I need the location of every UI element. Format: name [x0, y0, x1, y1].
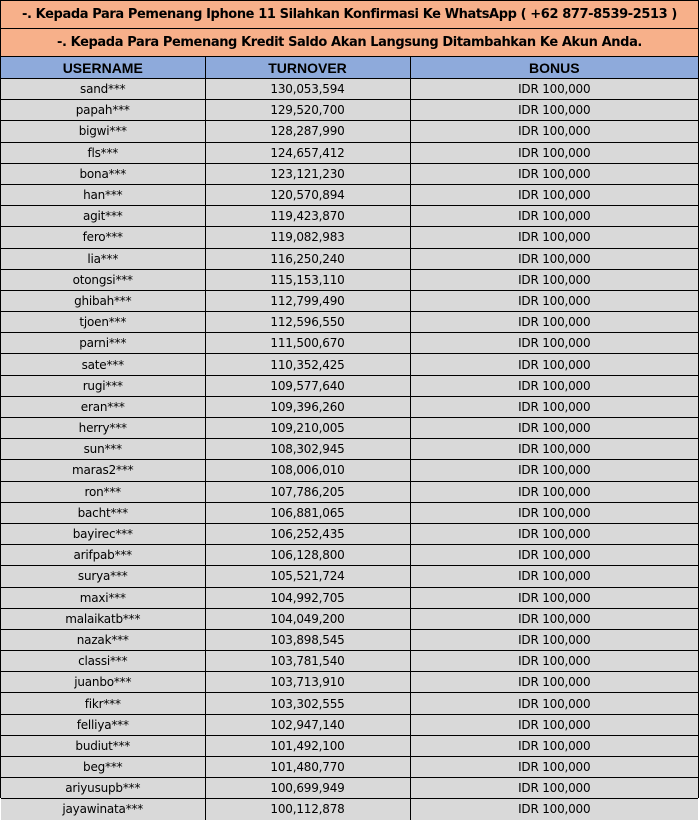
- notice-whatsapp-confirmation: -. Kepada Para Pemenang Iphone 11 Silahkan Konfirmasi Ke WhatsApp ( +62 877-8539-2513 ): [1, 1, 698, 29]
- turnover-cell: 105,521,724: [205, 566, 410, 587]
- table-row: [1, 502, 698, 523]
- table-row: [1, 714, 698, 735]
- bonus-cell: IDR 100,000: [410, 354, 698, 375]
- bonus-cell: IDR 100,000: [410, 312, 698, 333]
- bonus-cell: IDR 100,000: [410, 672, 698, 693]
- table-row: [1, 757, 698, 778]
- username-cell: bayirec***: [1, 523, 205, 544]
- bonus-cell: IDR 100,000: [410, 523, 698, 544]
- turnover-cell: 106,128,800: [205, 545, 410, 566]
- bonus-cell: IDR 100,000: [410, 566, 698, 587]
- bonus-cell: IDR 100,000: [410, 396, 698, 417]
- username-cell: classi***: [1, 651, 205, 672]
- turnover-cell: 111,500,670: [205, 333, 410, 354]
- turnover-cell: 112,799,490: [205, 290, 410, 311]
- turnover-cell: 124,657,412: [205, 142, 410, 163]
- table-row: [1, 799, 698, 820]
- turnover-cell: 115,153,110: [205, 269, 410, 290]
- username-cell: malaikatb***: [1, 608, 205, 629]
- turnover-cell: 103,713,910: [205, 672, 410, 693]
- bonus-cell: IDR 100,000: [410, 629, 698, 650]
- username-cell: agit***: [1, 206, 205, 227]
- bonus-cell: IDR 100,000: [410, 184, 698, 205]
- bonus-cell: IDR 100,000: [410, 460, 698, 481]
- username-cell: ron***: [1, 481, 205, 502]
- username-cell: otongsi***: [1, 269, 205, 290]
- turnover-cell: 103,781,540: [205, 651, 410, 672]
- turnover-cell: 128,287,990: [205, 121, 410, 142]
- username-cell: rugi***: [1, 375, 205, 396]
- turnover-cell: 107,786,205: [205, 481, 410, 502]
- table-row: [1, 375, 698, 396]
- turnover-cell: 106,881,065: [205, 502, 410, 523]
- bonus-cell: IDR 100,000: [410, 799, 698, 820]
- turnover-cell: 104,992,705: [205, 587, 410, 608]
- bonus-cell: IDR 100,000: [410, 375, 698, 396]
- turnover-cell: 100,699,949: [205, 778, 410, 799]
- turnover-cell: 101,492,100: [205, 735, 410, 756]
- header-turnover: TURNOVER: [205, 57, 410, 79]
- username-cell: fero***: [1, 227, 205, 248]
- username-cell: fls***: [1, 142, 205, 163]
- turnover-cell: 108,006,010: [205, 460, 410, 481]
- table-row: [1, 418, 698, 439]
- bonus-cell: IDR 100,000: [410, 142, 698, 163]
- username-cell: bacht***: [1, 502, 205, 523]
- table-body: [1, 79, 698, 820]
- turnover-cell: 108,302,945: [205, 439, 410, 460]
- table-row: [1, 354, 698, 375]
- bonus-cell: IDR 100,000: [410, 502, 698, 523]
- turnover-cell: 101,480,770: [205, 757, 410, 778]
- username-cell: fikr***: [1, 693, 205, 714]
- bonus-cell: IDR 100,000: [410, 439, 698, 460]
- header-username: USERNAME: [1, 57, 205, 79]
- username-cell: beg***: [1, 757, 205, 778]
- table-row: [1, 333, 698, 354]
- table-row: [1, 672, 698, 693]
- bonus-cell: IDR 100,000: [410, 693, 698, 714]
- table-row: [1, 460, 698, 481]
- turnover-cell: 116,250,240: [205, 248, 410, 269]
- username-cell: ariyusupb***: [1, 778, 205, 799]
- table-row: [1, 290, 698, 311]
- username-cell: bigwi***: [1, 121, 205, 142]
- bonus-cell: IDR 100,000: [410, 735, 698, 756]
- turnover-cell: 104,049,200: [205, 608, 410, 629]
- turnover-cell: 109,210,005: [205, 418, 410, 439]
- table-row: [1, 163, 698, 184]
- table-row: [1, 269, 698, 290]
- turnover-cell: 129,520,700: [205, 100, 410, 121]
- username-cell: maxi***: [1, 587, 205, 608]
- username-cell: sate***: [1, 354, 205, 375]
- bonus-cell: IDR 100,000: [410, 333, 698, 354]
- turnover-cell: 100,112,878: [205, 799, 410, 820]
- table-row: [1, 312, 698, 333]
- turnover-cell: 110,352,425: [205, 354, 410, 375]
- table-row: [1, 248, 698, 269]
- turnover-cell: 120,570,894: [205, 184, 410, 205]
- table-header: [1, 57, 698, 79]
- username-cell: lia***: [1, 248, 205, 269]
- turnover-cell: 102,947,140: [205, 714, 410, 735]
- table-row: [1, 629, 698, 650]
- table-row: [1, 121, 698, 142]
- header-bonus: BONUS: [410, 57, 698, 79]
- username-cell: sun***: [1, 439, 205, 460]
- username-cell: budiut***: [1, 735, 205, 756]
- turnover-cell: 130,053,594: [205, 79, 410, 100]
- turnover-cell: 103,898,545: [205, 629, 410, 650]
- username-cell: ghibah***: [1, 290, 205, 311]
- winners-table: [1, 57, 698, 820]
- username-cell: bona***: [1, 163, 205, 184]
- username-cell: felliya***: [1, 714, 205, 735]
- bonus-cell: IDR 100,000: [410, 100, 698, 121]
- table-row: [1, 481, 698, 502]
- username-cell: papah***: [1, 100, 205, 121]
- bonus-cell: IDR 100,000: [410, 757, 698, 778]
- table-row: [1, 523, 698, 544]
- table-row: [1, 396, 698, 417]
- username-cell: herry***: [1, 418, 205, 439]
- bonus-cell: IDR 100,000: [410, 418, 698, 439]
- bonus-cell: IDR 100,000: [410, 714, 698, 735]
- table-row: [1, 693, 698, 714]
- bonus-cell: IDR 100,000: [410, 121, 698, 142]
- table-row: [1, 545, 698, 566]
- bonus-cell: IDR 100,000: [410, 163, 698, 184]
- username-cell: maras2***: [1, 460, 205, 481]
- table-row: [1, 778, 698, 799]
- username-cell: han***: [1, 184, 205, 205]
- turnover-cell: 119,423,870: [205, 206, 410, 227]
- bonus-cell: IDR 100,000: [410, 290, 698, 311]
- bonus-cell: IDR 100,000: [410, 608, 698, 629]
- bonus-cell: IDR 100,000: [410, 545, 698, 566]
- username-cell: nazak***: [1, 629, 205, 650]
- username-cell: sand***: [1, 79, 205, 100]
- notice-credit-balance: -. Kepada Para Pemenang Kredit Saldo Akan Langsung Ditambahkan Ke Akun Anda.: [1, 29, 698, 57]
- header-row: [1, 57, 698, 79]
- table-row: [1, 100, 698, 121]
- username-cell: juanbo***: [1, 672, 205, 693]
- username-cell: eran***: [1, 396, 205, 417]
- table-row: [1, 651, 698, 672]
- bonus-cell: IDR 100,000: [410, 651, 698, 672]
- table-row: [1, 608, 698, 629]
- table-row: [1, 439, 698, 460]
- turnover-cell: 109,396,260: [205, 396, 410, 417]
- username-cell: arifpab***: [1, 545, 205, 566]
- username-cell: jayawinata***: [1, 799, 205, 820]
- username-cell: parni***: [1, 333, 205, 354]
- turnover-cell: 112,596,550: [205, 312, 410, 333]
- bonus-cell: IDR 100,000: [410, 778, 698, 799]
- bonus-cell: IDR 100,000: [410, 79, 698, 100]
- turnover-cell: 103,302,555: [205, 693, 410, 714]
- table-row: [1, 227, 698, 248]
- bonus-cell: IDR 100,000: [410, 248, 698, 269]
- username-cell: surya***: [1, 566, 205, 587]
- table-row: [1, 79, 698, 100]
- bonus-cell: IDR 100,000: [410, 227, 698, 248]
- turnover-cell: 119,082,983: [205, 227, 410, 248]
- bonus-cell: IDR 100,000: [410, 206, 698, 227]
- turnover-cell: 123,121,230: [205, 163, 410, 184]
- turnover-cell: 109,577,640: [205, 375, 410, 396]
- bonus-cell: IDR 100,000: [410, 481, 698, 502]
- turnover-cell: 106,252,435: [205, 523, 410, 544]
- username-cell: tjoen***: [1, 312, 205, 333]
- bonus-cell: IDR 100,000: [410, 587, 698, 608]
- table-row: [1, 206, 698, 227]
- table-row: [1, 587, 698, 608]
- table-row: [1, 184, 698, 205]
- table-row: [1, 142, 698, 163]
- bonus-cell: IDR 100,000: [410, 269, 698, 290]
- table-row: [1, 566, 698, 587]
- table-row: [1, 735, 698, 756]
